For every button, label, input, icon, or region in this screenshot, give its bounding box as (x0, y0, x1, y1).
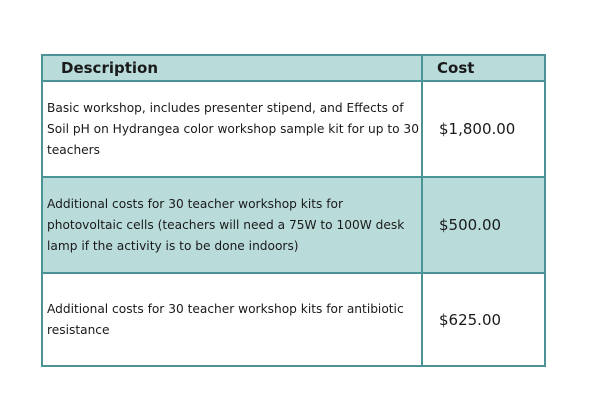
table-row (42, 81, 545, 177)
cost-table (41, 54, 546, 367)
description-column-header: Description (42, 55, 422, 81)
cost-cell: $500.00 (422, 177, 545, 273)
cost-column-header: Cost (422, 55, 545, 81)
table-row (42, 177, 545, 273)
cost-cell: $1,800.00 (422, 81, 545, 177)
description-cell: Additional costs for 30 teacher workshop kits for photovoltaic cells (teachers will need a 75W to 100W desk lamp if the activity is to be done indoors) (42, 177, 422, 273)
table-row (42, 273, 545, 366)
description-cell: Basic workshop, includes presenter stipend, and Effects of Soil pH on Hydrangea color workshop sample kit for up to 30 teachers (42, 81, 422, 177)
table-header-row (42, 55, 545, 81)
cost-cell: $625.00 (422, 273, 545, 366)
description-cell: Additional costs for 30 teacher workshop kits for antibiotic resistance (42, 273, 422, 366)
